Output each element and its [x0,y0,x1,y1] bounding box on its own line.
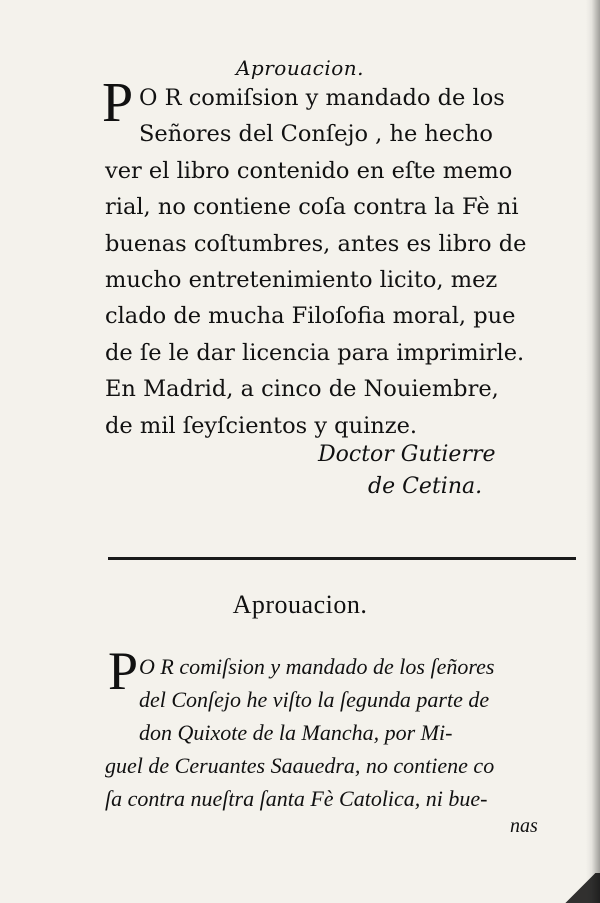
section-divider [108,557,576,560]
signature-surname: de Cetina. [368,474,483,499]
approval-title-2: Aprouacion. [232,590,368,619]
page-edge-shadow [586,0,600,903]
text-line: O R comiſsion y mandado de los ſeñores [139,654,495,679]
text-line: rial, no contiene coſa contra la Fè ni [105,194,519,221]
text-line: buenas coſtumbres, antes es libro de [105,230,527,257]
approval-text-2 [105,650,575,815]
text-line: Señores del Conſejo , he hecho [139,121,493,148]
text-line: ver el libro contenido en eſte memo [105,157,513,184]
drop-cap-1: P [102,72,134,134]
text-line: mucho entretenimiento licito, mez [105,267,498,294]
signature-name: Doctor Gutierre [318,442,496,467]
text-line: don Quixote de la Mancha, por Mi- [139,720,453,745]
text-line: de mil ſeyſcientos y quinze. [105,412,418,439]
text-line: O R comiſsion y mandado de los [139,85,505,111]
text-line: de ſe le dar licencia para imprimirle. [105,339,525,366]
drop-cap-2: P [108,641,139,701]
text-line: ſa contra nueſtra ſanta Fè Catolica, ni bue- [105,786,488,811]
text-line: del Conſejo he viſto la ſegunda parte de [139,687,490,712]
text-line: clado de mucha Filoſofia moral, pue [105,303,516,330]
approval-title-1: Aprouacion. [235,56,365,80]
text-line: guel de Ceruantes Saauedra, no contiene co [105,753,495,778]
text-line: En Madrid, a cinco de Nouiembre, [105,376,499,403]
catchword: nas [510,815,538,837]
page-corner-shadow [560,873,600,903]
approval-text-1 [105,80,575,444]
